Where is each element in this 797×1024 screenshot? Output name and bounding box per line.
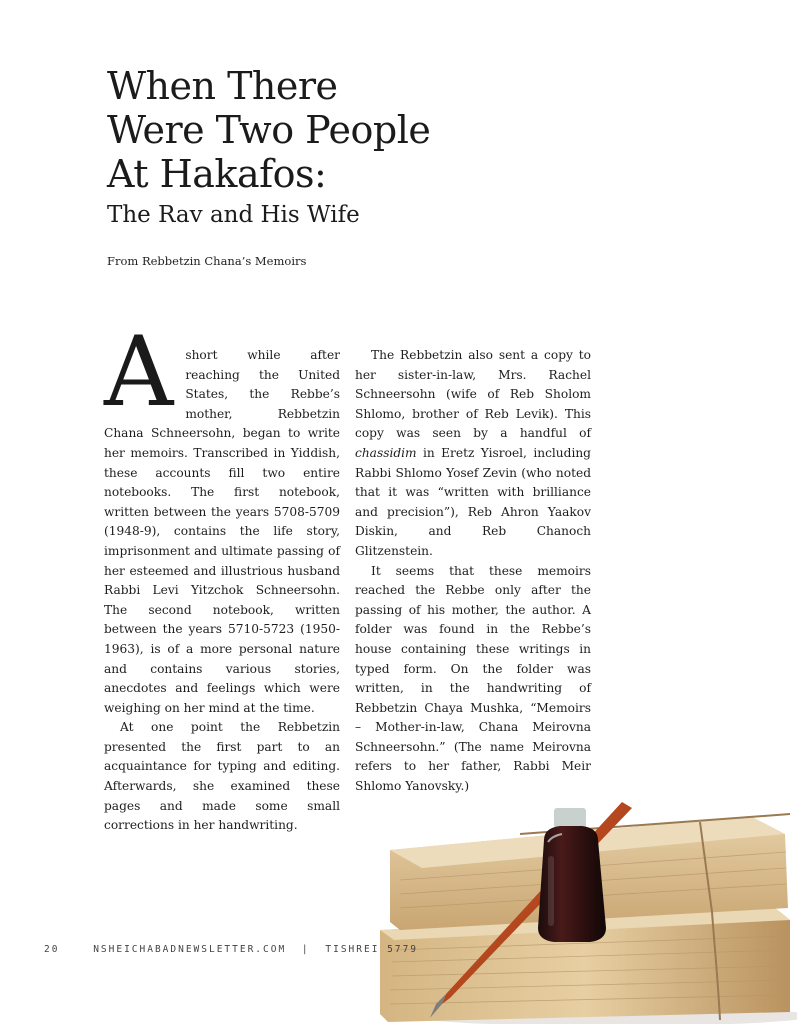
- page-number: 20: [44, 944, 60, 955]
- title-line-3: At Hakafos:: [107, 152, 327, 196]
- article-title: [107, 64, 627, 196]
- paragraph: [355, 346, 591, 562]
- text-column-right: [355, 346, 591, 797]
- text-column-left: [104, 316, 340, 836]
- books-inkwell-illustration: [370, 790, 797, 1024]
- paragraph-text: The Rebbetzin also sent a copy to her sister-in-law, Mrs. Rachel Schneersohn (wife of Reb Sholom Shlomo, brother of Reb Levik). This copy was seen by a handful of: [355, 348, 591, 441]
- inkwell-neck: [554, 808, 586, 828]
- page-footer: [44, 944, 418, 955]
- article-subtitle: The Rav and His Wife: [107, 202, 360, 228]
- footer-separator: |: [301, 944, 310, 955]
- publication-site: NSHEICHABADNEWSLETTER.COM: [93, 944, 287, 955]
- paragraph-text: in Eretz Yisroel, including Rabbi Shlomo Yosef Zevin (who noted that it was “written with brilliance and precision”), Reb Ahron Yaakov Diskin, and Reb Chanoch Glitzenstein.: [355, 445, 591, 558]
- paragraph-text: short while after reaching the United States, the Rebbe’s mother, Rebbetzin Chana Schneersohn, began to write her memoirs. Transcribed in Yiddish, these accounts fill two entire notebooks. The first notebook, written between the years 5708-5709 (1948-9), contains the life story, imprisonment and ultimate passing of her esteemed and illustrious husband Rabbi Levi Yitzchok Schneersohn. The second notebook, written between the years 5710-5723 (1950-1963), is of a more personal nature and contains various stories, anecdotes and feelings which were weighing on her mind at the time.: [104, 348, 340, 715]
- title-line-1: When There: [107, 64, 338, 108]
- drop-cap: A: [104, 316, 174, 428]
- title-line-2: Were Two People: [107, 108, 431, 152]
- article-source: From Rebbetzin Chana’s Memoirs: [107, 254, 307, 268]
- paragraph: It seems that these memoirs reached the Rebbe only after the passing of his mother, the author. A folder was found in the Rebbe’s house containing these writings in typed form. On the folder was written, in the handwriting of Rebbetzin Chaya Mushka, “Memoirs – Mother-in-law, Chana Meirovna Schneersohn.” (The name Meirovna refers to her father, Rabbi Meir Shlomo Yanovsky.): [355, 563, 591, 794]
- books-illustration-svg: [370, 790, 797, 1024]
- issue-date: TISHREI 5779: [325, 944, 419, 955]
- paragraph: At one point the Rebbetzin presented the first part to an acquaintance for typing and editing. Afterwards, she examined these pages and made some small corrections in her handwriting.: [104, 720, 340, 833]
- italic-term: chassidim: [355, 445, 417, 460]
- paragraph: [104, 316, 340, 718]
